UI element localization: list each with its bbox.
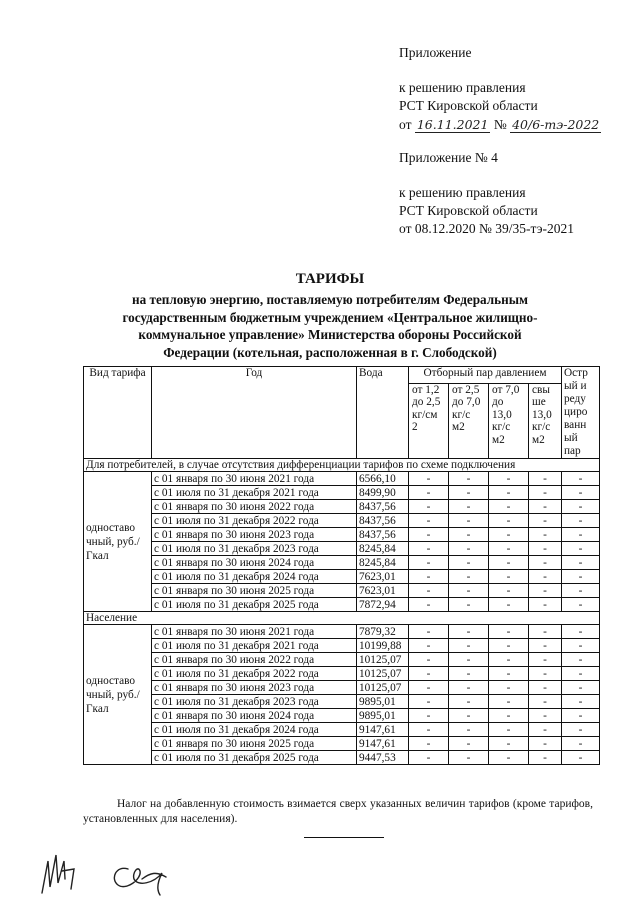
period-cell: с 01 июля по 31 декабря 2025 года <box>152 751 357 765</box>
table-row <box>84 695 600 709</box>
document-subtitle <box>95 291 565 361</box>
dash-cell: - <box>562 625 600 639</box>
period-cell: с 01 июля по 31 декабря 2021 года <box>152 486 357 500</box>
dash-cell: - <box>409 695 449 709</box>
dash-cell: - <box>409 681 449 695</box>
dash-cell: - <box>529 653 562 667</box>
dash-cell: - <box>562 737 600 751</box>
dash-cell: - <box>489 751 529 765</box>
dash-cell: - <box>449 486 489 500</box>
appendix4-line-1: к решению правления <box>399 185 526 200</box>
dash-cell: - <box>489 528 529 542</box>
dash-cell: - <box>409 625 449 639</box>
date-prefix: от <box>399 117 412 132</box>
dash-cell: - <box>562 570 600 584</box>
dash-cell: - <box>529 500 562 514</box>
table-row <box>84 514 600 528</box>
header-period: Год <box>152 367 357 459</box>
water-value-cell: 7872,94 <box>357 598 409 612</box>
dash-cell: - <box>562 584 600 598</box>
water-value-cell: 9895,01 <box>357 695 409 709</box>
period-cell: с 01 января по 30 июня 2024 года <box>152 556 357 570</box>
water-value-cell: 9147,61 <box>357 737 409 751</box>
water-value-cell: 9895,01 <box>357 709 409 723</box>
period-cell: с 01 января по 30 июня 2025 года <box>152 584 357 598</box>
header-steam-2: от 2,5 до 7,0 кг/с м2 <box>449 383 489 458</box>
water-value-cell: 7879,32 <box>357 625 409 639</box>
dash-cell: - <box>449 570 489 584</box>
water-value-cell: 8245,84 <box>357 542 409 556</box>
subtitle-line: Федерации (котельная, расположенная в г. Слободской) <box>163 344 497 360</box>
dash-cell: - <box>529 528 562 542</box>
period-cell: с 01 июля по 31 декабря 2022 года <box>152 514 357 528</box>
section-label: Население <box>84 612 600 625</box>
table-row <box>84 653 600 667</box>
header-water: Вода <box>357 367 409 459</box>
table-row <box>84 486 600 500</box>
dash-cell: - <box>409 486 449 500</box>
dash-cell: - <box>489 598 529 612</box>
period-cell: с 01 января по 30 июня 2021 года <box>152 472 357 486</box>
table-row <box>84 681 600 695</box>
dash-cell: - <box>529 486 562 500</box>
water-value-cell: 9447,53 <box>357 751 409 765</box>
tariff-kind: одноставо чный, руб./Гкал <box>84 625 152 765</box>
appendix-title: Приложение <box>399 45 472 60</box>
dash-cell: - <box>529 751 562 765</box>
dash-cell: - <box>409 639 449 653</box>
table-row <box>84 500 600 514</box>
dash-cell: - <box>562 598 600 612</box>
dash-cell: - <box>449 528 489 542</box>
dash-cell: - <box>529 667 562 681</box>
dash-cell: - <box>449 625 489 639</box>
period-cell: с 01 января по 30 июня 2022 года <box>152 653 357 667</box>
period-cell: с 01 января по 30 июня 2021 года <box>152 625 357 639</box>
subtitle-line: коммунальное управление» Министерства обороны Российской <box>138 327 522 342</box>
dash-cell: - <box>489 570 529 584</box>
period-cell: с 01 января по 30 июня 2022 года <box>152 500 357 514</box>
water-value-cell: 8437,56 <box>357 528 409 542</box>
dash-cell: - <box>489 625 529 639</box>
header-steam: Отборный пар давлением <box>409 367 562 384</box>
dash-cell: - <box>529 639 562 653</box>
table-body <box>84 459 600 765</box>
dash-cell: - <box>562 472 600 486</box>
dash-cell: - <box>529 584 562 598</box>
section-label-row <box>84 612 600 625</box>
divider <box>304 837 384 838</box>
appendix-line-1: к решению правления <box>399 80 526 95</box>
water-value-cell: 8245,84 <box>357 556 409 570</box>
dash-cell: - <box>409 570 449 584</box>
appendix4-title: Приложение № 4 <box>399 150 498 165</box>
dash-cell: - <box>562 653 600 667</box>
dash-cell: - <box>562 709 600 723</box>
period-cell: с 01 января по 30 июня 2023 года <box>152 528 357 542</box>
dash-cell: - <box>449 542 489 556</box>
table-row <box>84 751 600 765</box>
period-cell: с 01 июля по 31 декабря 2025 года <box>152 598 357 612</box>
dash-cell: - <box>489 723 529 737</box>
dash-cell: - <box>409 737 449 751</box>
period-cell: с 01 января по 30 июня 2024 года <box>152 709 357 723</box>
table-row <box>84 667 600 681</box>
dash-cell: - <box>489 584 529 598</box>
dash-cell: - <box>409 723 449 737</box>
dash-cell: - <box>449 514 489 528</box>
dash-cell: - <box>489 667 529 681</box>
dash-cell: - <box>489 486 529 500</box>
dash-cell: - <box>489 500 529 514</box>
dash-cell: - <box>449 556 489 570</box>
water-value-cell: 7623,01 <box>357 570 409 584</box>
table-row <box>84 556 600 570</box>
water-value-cell: 8499,90 <box>357 486 409 500</box>
appendix4-line-3: от 08.12.2020 № 39/35-тэ-2021 <box>399 221 574 236</box>
table-row <box>84 598 600 612</box>
dash-cell: - <box>409 667 449 681</box>
vat-footnote: Налог на добавленную стоимость взимается сверх указанных величин тарифов (кроме тарифов, установленных для населения). <box>83 798 593 825</box>
period-cell: с 01 июля по 31 декабря 2024 года <box>152 570 357 584</box>
dash-cell: - <box>529 681 562 695</box>
period-cell: с 01 июля по 31 декабря 2024 года <box>152 723 357 737</box>
header-sharp-steam: Остр ый и реду циро ванн ый пар <box>562 367 600 459</box>
dash-cell: - <box>562 723 600 737</box>
subtitle-line: на тепловую энергию, поставляемую потребителям Федеральным <box>131 292 529 307</box>
handwritten-number: 40/6-тэ-2022 <box>512 117 600 132</box>
dash-cell: - <box>409 751 449 765</box>
period-cell: с 01 января по 30 июня 2025 года <box>152 737 357 751</box>
dash-cell: - <box>529 598 562 612</box>
table-row <box>84 472 600 486</box>
dash-cell: - <box>449 751 489 765</box>
handwritten-date: 16.11.2021 <box>416 117 489 132</box>
dash-cell: - <box>529 556 562 570</box>
dash-cell: - <box>562 556 600 570</box>
dash-cell: - <box>449 723 489 737</box>
dash-cell: - <box>562 681 600 695</box>
dash-cell: - <box>449 598 489 612</box>
water-value-cell: 8437,56 <box>357 514 409 528</box>
dash-cell: - <box>409 542 449 556</box>
table-row <box>84 542 600 556</box>
period-cell: с 01 июля по 31 декабря 2023 года <box>152 695 357 709</box>
dash-cell: - <box>409 584 449 598</box>
dash-cell: - <box>489 737 529 751</box>
dash-cell: - <box>562 639 600 653</box>
appendix4-line-2: РСТ Кировской области <box>399 203 538 218</box>
dash-cell: - <box>409 500 449 514</box>
dash-cell: - <box>529 625 562 639</box>
section-label: Для потребителей, в случае отсутствия дифференциации тарифов по схеме подключения <box>84 459 600 472</box>
document-title: ТАРИФЫ <box>295 271 365 287</box>
number-prefix: № <box>493 117 507 132</box>
dash-cell: - <box>529 737 562 751</box>
table-row <box>84 528 600 542</box>
dash-cell: - <box>449 737 489 751</box>
dash-cell: - <box>562 514 600 528</box>
dash-cell: - <box>409 598 449 612</box>
dash-cell: - <box>562 751 600 765</box>
dash-cell: - <box>529 514 562 528</box>
dash-cell: - <box>449 653 489 667</box>
dash-cell: - <box>489 514 529 528</box>
table-row <box>84 709 600 723</box>
period-cell: с 01 июля по 31 декабря 2021 года <box>152 639 357 653</box>
table-row <box>84 723 600 737</box>
water-value-cell: 10125,07 <box>357 653 409 667</box>
dash-cell: - <box>529 695 562 709</box>
dash-cell: - <box>489 709 529 723</box>
water-value-cell: 10199,88 <box>357 639 409 653</box>
dash-cell: - <box>449 681 489 695</box>
dash-cell: - <box>449 639 489 653</box>
handwritten-signature <box>38 843 198 898</box>
dash-cell: - <box>489 653 529 667</box>
header-kind: Вид тарифа <box>84 367 152 459</box>
water-value-cell: 9147,61 <box>357 723 409 737</box>
dash-cell: - <box>489 639 529 653</box>
table-row <box>84 584 600 598</box>
header-steam-4: свы ше 13,0 кг/с м2 <box>529 383 562 458</box>
dash-cell: - <box>409 653 449 667</box>
dash-cell: - <box>562 528 600 542</box>
dash-cell: - <box>529 709 562 723</box>
dash-cell: - <box>409 472 449 486</box>
tariff-table <box>83 366 600 765</box>
table-row <box>84 737 600 751</box>
header-steam-1: от 1,2 до 2,5 кг/см 2 <box>409 383 449 458</box>
dash-cell: - <box>529 542 562 556</box>
water-value-cell: 8437,56 <box>357 500 409 514</box>
dash-cell: - <box>449 709 489 723</box>
dash-cell: - <box>529 570 562 584</box>
table-row <box>84 639 600 653</box>
header-steam-3: от 7,0 до 13,0 кг/с м2 <box>489 383 529 458</box>
dash-cell: - <box>449 667 489 681</box>
table-row <box>84 625 600 639</box>
dash-cell: - <box>409 556 449 570</box>
dash-cell: - <box>489 472 529 486</box>
table-row <box>84 570 600 584</box>
period-cell: с 01 января по 30 июня 2023 года <box>152 681 357 695</box>
dash-cell: - <box>489 556 529 570</box>
appendix-line-2: РСТ Кировской области <box>399 98 538 113</box>
period-cell: с 01 июля по 31 декабря 2023 года <box>152 542 357 556</box>
dash-cell: - <box>449 695 489 709</box>
dash-cell: - <box>489 695 529 709</box>
dash-cell: - <box>489 681 529 695</box>
period-cell: с 01 июля по 31 декабря 2022 года <box>152 667 357 681</box>
water-value-cell: 7623,01 <box>357 584 409 598</box>
subtitle-line: государственным бюджетным учреждением «Центральное жилищно- <box>122 309 538 325</box>
appendix-date-line <box>399 116 601 134</box>
tariff-kind: одноставо чный, руб./Гкал <box>84 472 152 612</box>
section-label-row <box>84 459 600 472</box>
water-value-cell: 6566,10 <box>357 472 409 486</box>
dash-cell: - <box>489 542 529 556</box>
dash-cell: - <box>449 472 489 486</box>
dash-cell: - <box>562 542 600 556</box>
dash-cell: - <box>529 723 562 737</box>
dash-cell: - <box>449 500 489 514</box>
dash-cell: - <box>409 514 449 528</box>
water-value-cell: 10125,07 <box>357 681 409 695</box>
dash-cell: - <box>529 472 562 486</box>
dash-cell: - <box>562 695 600 709</box>
dash-cell: - <box>449 584 489 598</box>
dash-cell: - <box>409 528 449 542</box>
dash-cell: - <box>562 486 600 500</box>
water-value-cell: 10125,07 <box>357 667 409 681</box>
dash-cell: - <box>562 500 600 514</box>
dash-cell: - <box>409 709 449 723</box>
dash-cell: - <box>562 667 600 681</box>
